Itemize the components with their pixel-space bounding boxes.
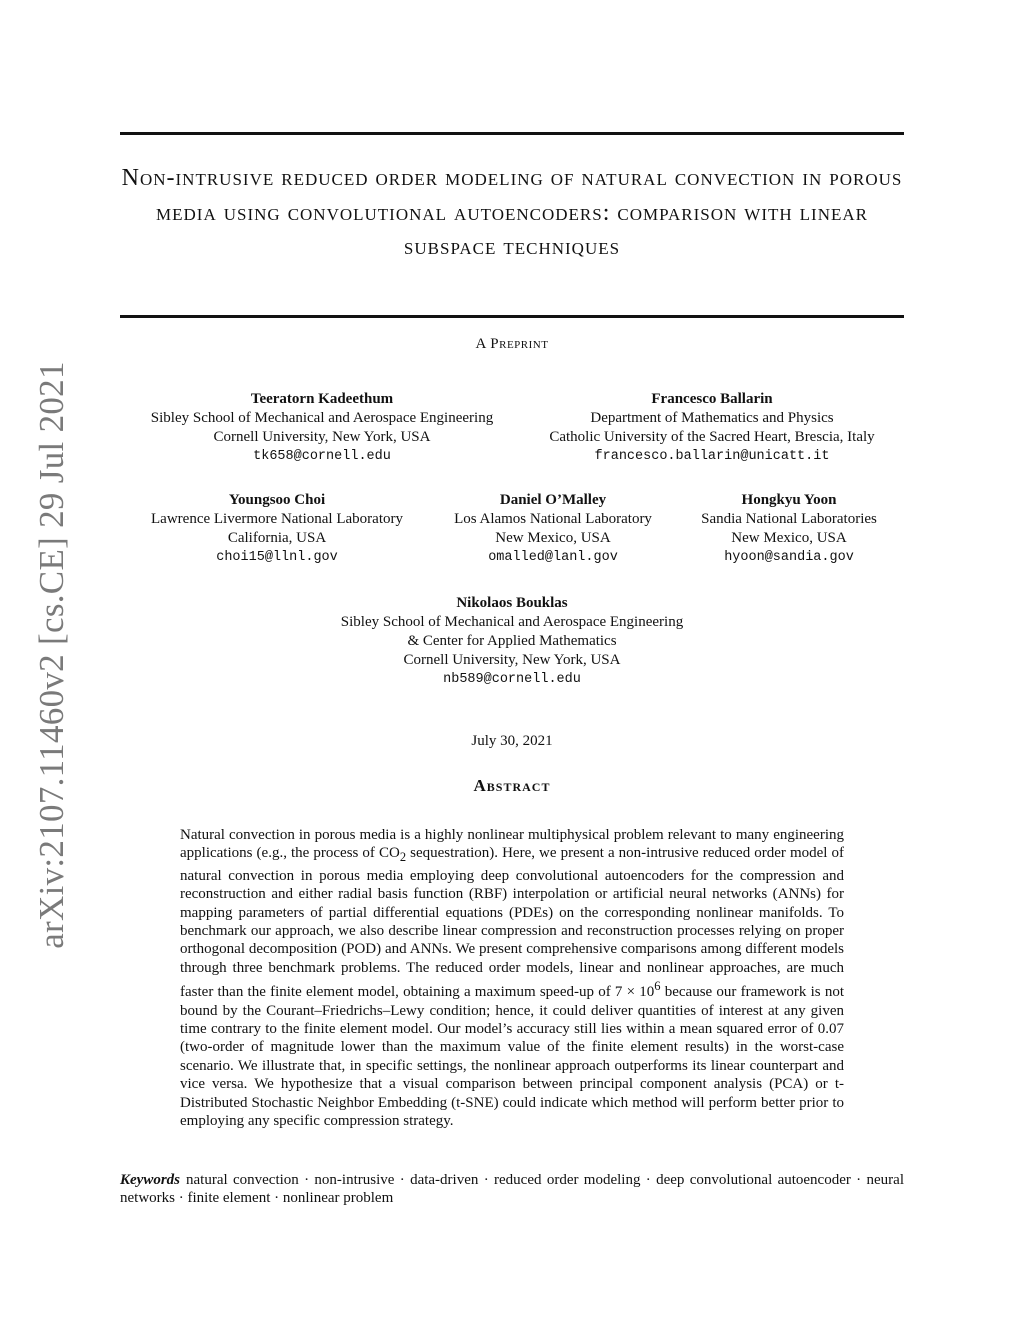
- arxiv-identifier: arXiv:2107.11460v2 [cs.CE] 29 Jul 2021: [32, 361, 71, 949]
- keywords-block: [120, 1171, 904, 1208]
- author-block: [151, 390, 493, 466]
- author-email[interactable]: nb589@cornell.edu: [443, 672, 581, 687]
- author-affiliation: Sandia National Laboratories: [701, 511, 877, 527]
- author-name: Youngsoo Choi: [228, 492, 326, 508]
- abstract-text: sequestration). Here, we present a non-intrusive reduced order model of natural convection in porous media employing deep convolutional autoencoders for the compression and reconstruction and either radial basis function (RBF) interpolation or artificial neural networks (ANNs) for mapping parameters of partial differential equations (PDEs) on the corresponding nonlinear manifolds. To benchmark our approach, we also describe linear compression and reconstruction processes relying on proper orthogonal decomposition (POD) and ANNs. We present comprehensive comparisons among different models through three benchmark problems. The reduced order models, linear and nonlinear approaches, are much faster than the finite element model, obtaining a maximum speed-up of: [180, 845, 845, 1001]
- author-block: [549, 390, 874, 466]
- author-name: Teeratorn Kadeethum: [250, 391, 394, 407]
- title-top-rule: [120, 132, 904, 135]
- author-affiliation: Sibley School of Mechanical and Aerospace Engineering: [150, 410, 494, 426]
- keywords-label: Keywords: [120, 1172, 180, 1188]
- author-name: Nikolaos Bouklas: [456, 595, 568, 611]
- paper-title: Non-intrusive reduced order modeling of natural convection in porous media using convolutional autoencoders: comparison with linear subspace techniques: [121, 165, 903, 260]
- co2-subscript: 2: [399, 850, 407, 865]
- abstract-text: Natural convection in porous media is a highly nonlinear multiphysical problem relevant to many engineering applications (e.g., the process of CO: [180, 827, 844, 862]
- author-email[interactable]: tk658@cornell.edu: [253, 449, 391, 464]
- author-email[interactable]: omalled@lanl.gov: [488, 550, 618, 565]
- title-bottom-rule: [120, 315, 904, 318]
- abstract-heading: Abstract: [473, 776, 551, 795]
- author-affiliation: Cornell University, New York, USA: [403, 652, 621, 668]
- author-affiliation: California, USA: [227, 530, 327, 546]
- author-email[interactable]: choi15@llnl.gov: [216, 550, 338, 565]
- arxiv-side-stamp: [32, 361, 72, 949]
- paper-date: July 30, 2021: [471, 733, 553, 749]
- author-affiliation: Lawrence Livermore National Laboratory: [151, 511, 403, 527]
- author-email[interactable]: hyoon@sandia.gov: [724, 550, 854, 565]
- author-affiliation: Catholic University of the Sacred Heart, Brescia, Italy: [549, 429, 875, 445]
- author-block: [341, 594, 683, 689]
- author-affiliation: Sibley School of Mechanical and Aerospace Engineering: [340, 614, 684, 630]
- speedup-exponent: 6: [654, 979, 661, 994]
- abstract-text: because our framework is not bound by the Courant–Friedrichs–Lewy condition; hence, it could deliver quantities of interest at any given time contrary to the finite element model. Our model’s accuracy still lies within a mean squared error of 0.07 (two-order of magnitude lower than the maximum value of the finite element results) in the worst-case scenario. We illustrate that, in specific settings, the nonlinear approach outperforms its linear counterpart and vice versa. We hypothesize that a visual comparison between principal component analysis (PCA) or t-Distributed Stochastic Neighbor Embedding (t-SNE) could indicate which method will perform better prior to employing any specific compression strategy.: [180, 984, 845, 1130]
- author-affiliation: Los Alamos National Laboratory: [454, 511, 652, 527]
- speedup-value: 7 × 10: [614, 984, 655, 1001]
- author-affiliation: New Mexico, USA: [495, 530, 611, 546]
- author-name: Hongkyu Yoon: [741, 492, 837, 508]
- preprint-label: A Preprint: [475, 336, 549, 352]
- author-affiliation: & Center for Applied Mathematics: [407, 633, 617, 649]
- author-email[interactable]: francesco.ballarin@unicatt.it: [594, 449, 830, 464]
- keywords-list: natural convection · non-intrusive · data-driven · reduced order modeling · deep convolutional autoencoder · neural networks · finite element · nonlinear problem: [120, 1172, 904, 1207]
- author-block: [701, 491, 877, 567]
- author-block: [454, 491, 652, 567]
- author-name: Francesco Ballarin: [651, 391, 773, 407]
- author-affiliation: Cornell University, New York, USA: [213, 429, 431, 445]
- author-block: [151, 491, 403, 567]
- author-affiliation: New Mexico, USA: [731, 530, 847, 546]
- abstract-body: [180, 826, 844, 1131]
- author-name: Daniel O’Malley: [499, 492, 607, 508]
- author-affiliation: Department of Mathematics and Physics: [590, 410, 834, 426]
